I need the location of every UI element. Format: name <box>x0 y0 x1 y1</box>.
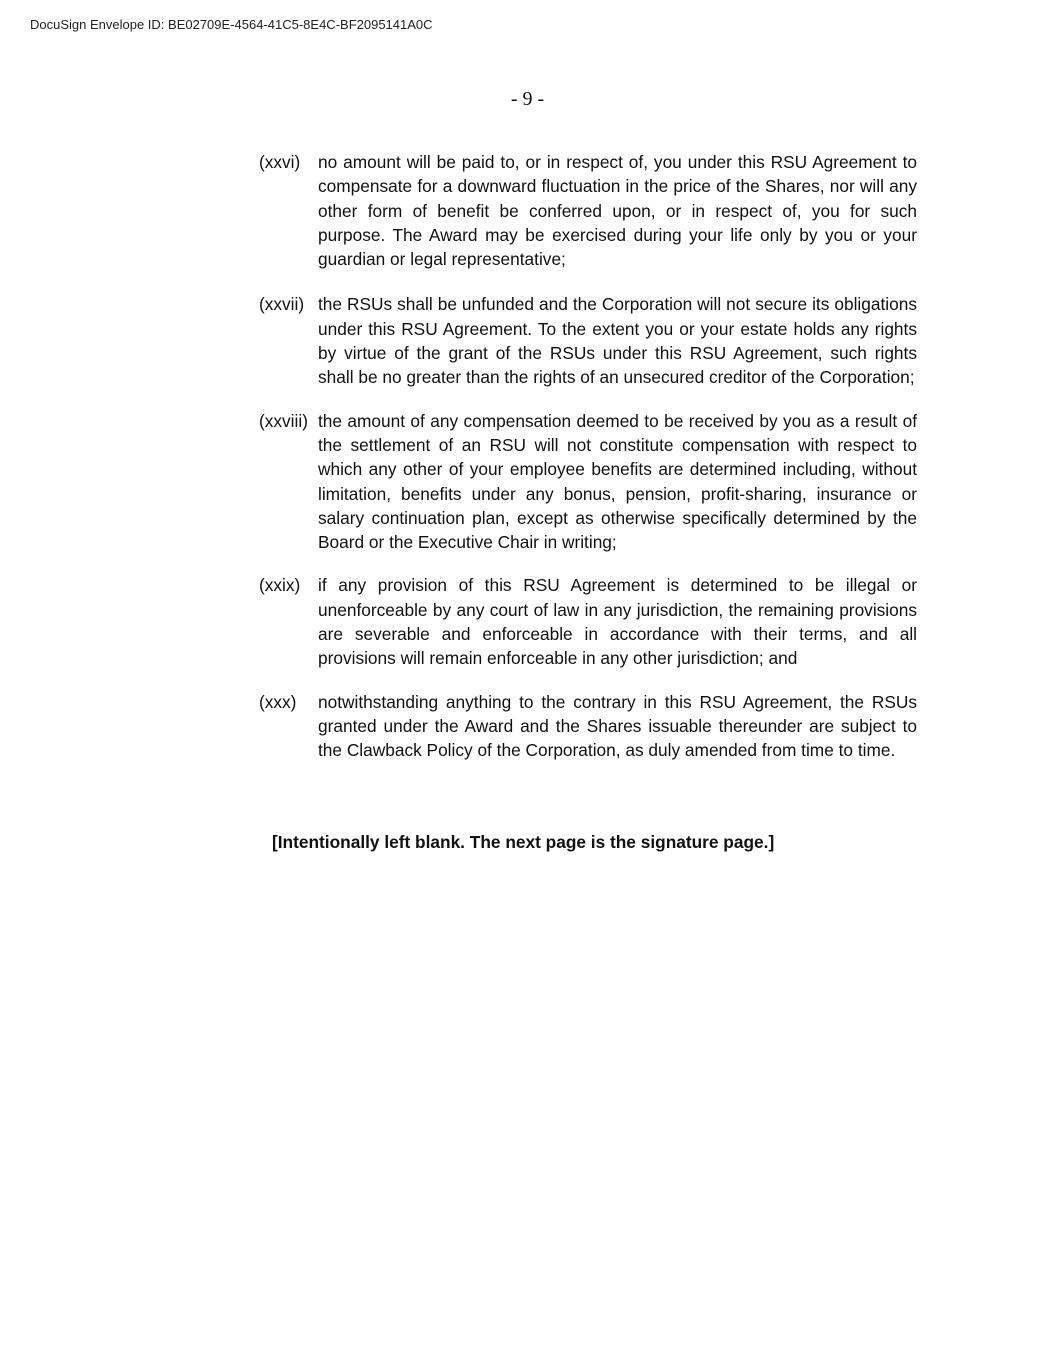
clause-text: if any provision of this RSU Agreement is determined to be illegal or unenforceable by any court of law in any jurisdiction, the remaining provisions are severable and enforceable in accordance with their terms, and all provisions will remain enforceable in any other jurisdiction; and <box>318 575 917 669</box>
clause-text: notwithstanding anything to the contrary in this RSU Agreement, the RSUs granted under the Award and the Shares issuable thereunder are subject to the Clawback Policy of the Corporation, as duly amended from time to time. <box>318 691 917 761</box>
clause-number: (xxx) <box>259 691 297 712</box>
clause-text: no amount will be paid to, or in respect of, you under this RSU Agreement to compensate for a downward fluctuation in the price of the Shares, nor will any other form of benefit be conferred upon, or in respect of, you for such purpose. The Award may be exercised during your life only by you or your guardian or legal representative; <box>318 152 917 270</box>
clause-xxviii <box>259 409 917 555</box>
clause-number: (xxvii) <box>259 294 305 315</box>
docusign-envelope-id: DocuSign Envelope ID: BE02709E-4564-41C5-8E4C-BF2095141A0C <box>30 17 433 32</box>
clause-number: (xxvi) <box>259 152 301 172</box>
clause-xxx <box>259 690 917 763</box>
clause-number: (xxix) <box>259 575 301 596</box>
clause-xxvii <box>259 292 917 389</box>
clause-xxvi <box>259 150 917 271</box>
clause-number: (xxviii) <box>259 410 308 431</box>
clause-text: the RSUs shall be unfunded and the Corporation will not secure its obligations under this RSU Agreement. To the extent you or your estate holds any rights by virtue of the grant of the RSUs under this RSU Agreement, such rights shall be no greater than the rights of an unsecured creditor of the Corporation; <box>318 294 917 388</box>
clause-text: the amount of any compensation deemed to be received by you as a result of the settlement of an RSU will not constitute compensation with respect to which any other of your employee benefits are determined including, without limitation, benefits under any bonus, pension, profit-sharing, insurance or salary continuation plan, except as otherwise specifically determined by the Board or the Executive Chair in writing; <box>318 410 917 553</box>
clause-list <box>259 150 917 763</box>
intentionally-blank-note: [Intentionally left blank. The next page is the signature page.] <box>272 832 775 852</box>
page-number: - 9 - <box>510 88 545 110</box>
clause-xxix <box>259 573 917 670</box>
